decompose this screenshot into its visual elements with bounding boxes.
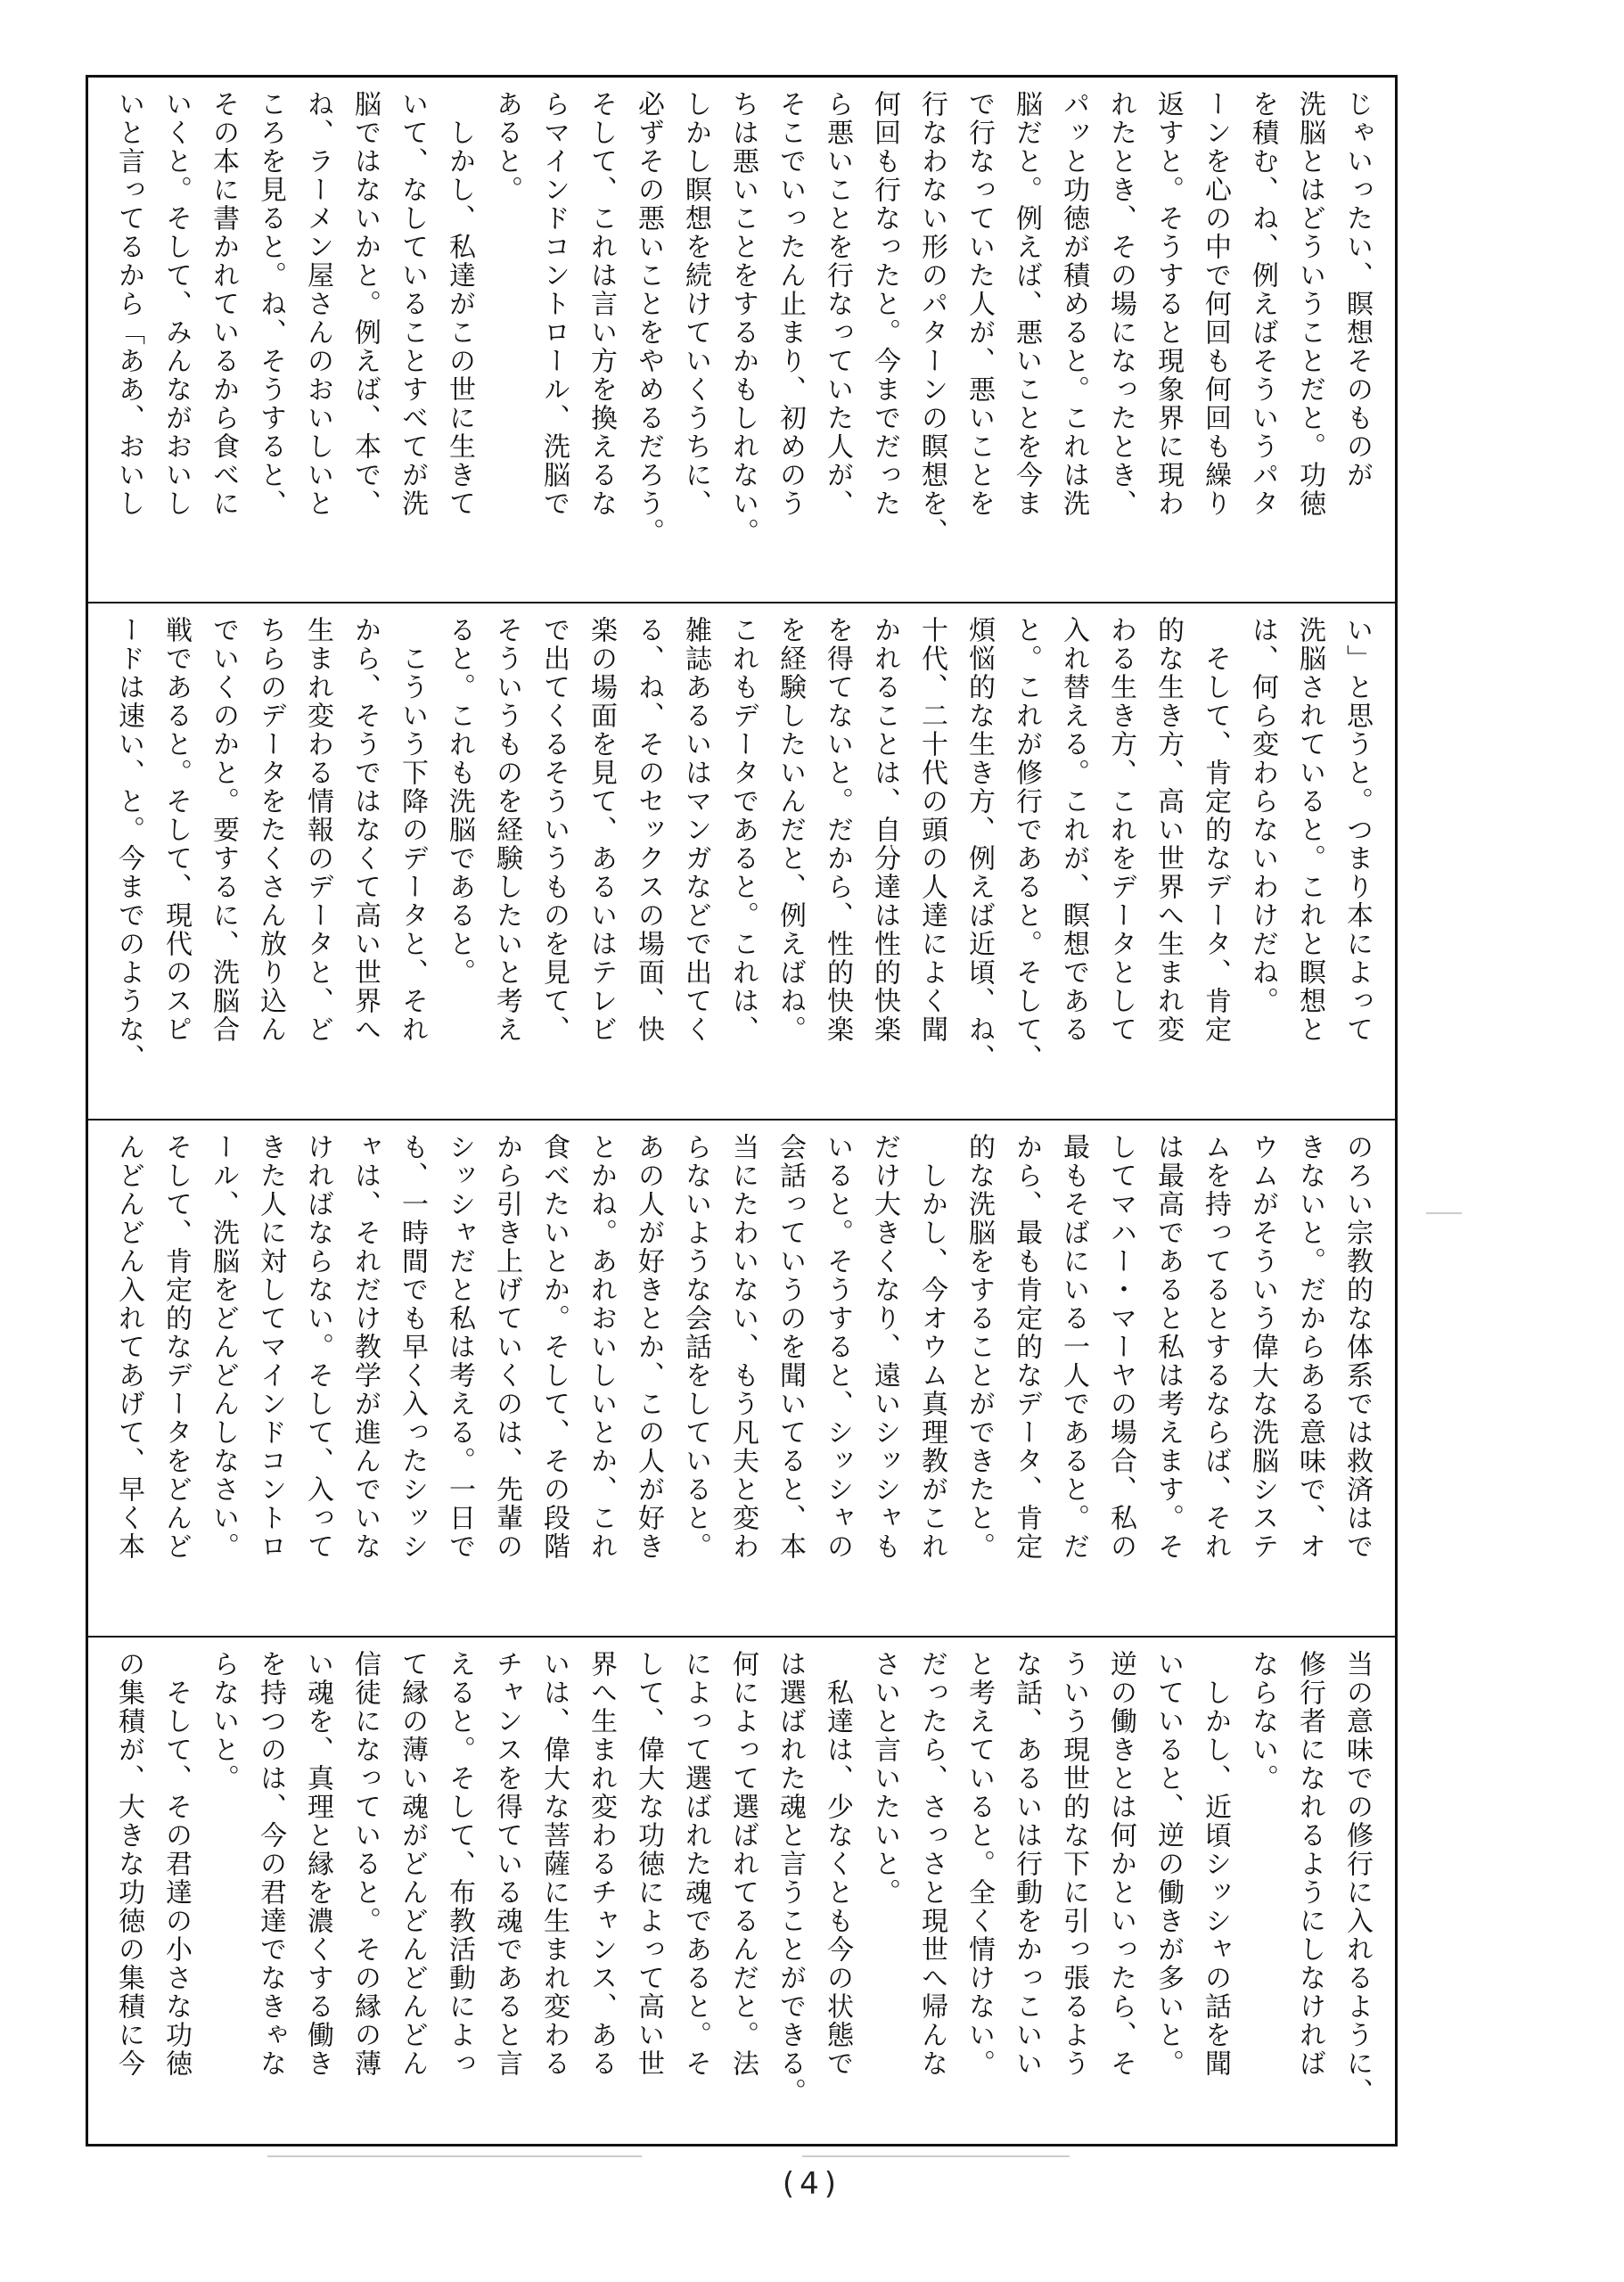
scan-artifact-line bbox=[802, 2155, 1070, 2157]
text-tier-2 bbox=[88, 603, 1395, 1120]
scan-artifact-line bbox=[267, 2155, 642, 2157]
text-tier-4 bbox=[88, 1638, 1395, 2144]
tier-3-text: のろい宗教的な体系では救済はで きないと。だからある意味で、オ ウムがそういう偉大な洗脳システ ムを持ってるとするならば、それ は最高であると私は考えます。そ してマハー・マーヤの場合、私の 最もそばにいる一人であると。だ から、最も肯定的なデータ、肯定 的な洗脳をすることができたと。 しかし、今オウム真理教がこれ だけ大きくなり、遠いシッシャも いると。そうすると、シッシャの 会話っていうのを聞いてると、本 当にたわいない、もう凡夫と変わ らないような会話をしていると。 あの人が好きとか、この人が好き とかね。あれおいしいとか、これ 食べたいとか。そして、その段階 から引き上げていくのは、先輩の シッシャだと私は考える。一日で も、一時間でも早く入ったシッシ ャは、それだけ教学が進んでいな ければならない。そして、入って きた人に対してマインドコントロ ール、洗脳をどんどんしなさい。 そして、肯定的なデータをどんど んどんどん入れてあげて、早く本 bbox=[113, 1133, 1373, 1561]
text-tier-1 bbox=[88, 78, 1395, 603]
page-number: (4) bbox=[782, 2166, 842, 2202]
tier-4-text: 当の意味での修行に入れるように、 修行者になれるようにしなければ ならない。 しかし、近頃シッシャの話を聞 いていると、逆の働きが多いと。 逆の働きとは何かといったら、そ ういう現世的な下に引っ張るよう な話、あるいは行動をかっこいい と考えていると。全く情けない。 だったら、さっさと現世へ帰んな さいと言いたいと。 私達は、少なくとも今の状態で は選ばれた魂と言うことができる。 何によって選ばれてるんだと。法 によって選ばれた魂であると。そ して、偉大な功徳によって高い世 界へ生まれ変わるチャンス、ある いは、偉大な菩薩に生まれ変わる チャンスを得ている魂であると言 えると。そして、布教活動によっ て縁の薄い魂がどんどんどんどん 信徒になっていると。その縁の薄 い魂を、真理と縁を濃くする働き を持つのは、今の君達でなきゃな らないと。 そして、その君達の小さな功徳 の集積が、大きな功徳の集積に今 bbox=[113, 1650, 1373, 2106]
tier-2-text: い」と思うと。つまり本によって 洗脳されていると。これと瞑想と は、何ら変わらないわけだね。 そして、肯定的なデータ、肯定 的な生き方、高い世界へ生まれ変 わる生き方、これをデータとして 入れ替える。これが、瞑想である と。これが修行であると。そして、 煩悩的な生き方、例えば近頃、ね、 十代、二十代の頭の人達によく聞 かれることは、自分達は性的快楽 を得てないと。だから、性的快楽 を経験したいんだと、例えばね。 これもデータであると。これは、 雑誌あるいはマンガなどで出てく る、ね、そのセックスの場面、快 楽の場面を見て、あるいはテレビ で出てくるそういうものを見て、 そういうものを経験したいと考え ると。これも洗脳であると。 こういう下降のデータと、それ から、そうではなくて高い世界へ 生まれ変わる情報のデータと、ど ちらのデータをたくさん放り込ん でいくのかと。要するに、洗脳合 戦であると。そして、現代のスピ ードは速い、と。今までのような、 bbox=[113, 616, 1373, 1072]
text-tier-3 bbox=[88, 1120, 1395, 1638]
text-frame bbox=[86, 75, 1398, 2147]
scan-artifact-line bbox=[1426, 1212, 1462, 1214]
tier-1-text: じゃいったい、瞑想そのものが 洗脳とはどういうことだと。功徳 を積む、ね、例えばそういうパタ ーンを心の中で何回も何回も繰り 返すと。そうすると現象界に現わ れたとき、その場になったとき、 パッと功徳が積めると。これは洗 脳だと。例えば、悪いことを今ま で行なっていた人が、悪いことを 行なわない形のパターンの瞑想を、 何回も行なったと。今までだった ら悪いことを行なっていた人が、 そこでいったん止まり、初めのう ちは悪いことをするかもしれない。 しかし瞑想を続けていくうちに、 必ずその悪いことをやめるだろう。 そして、これは言い方を換えるな らマインドコントロール、洗脳で あると。 しかし、私達がこの世に生きて いて、なしていることすべてが洗 脳ではないかと。例えば、本で、 ね、ラーメン屋さんのおいしいと ころを見ると。ね、そうすると、 その本に書かれているから食べに いくと。そして、みんながおいし いと言ってるから「ああ、おいし bbox=[113, 90, 1373, 546]
